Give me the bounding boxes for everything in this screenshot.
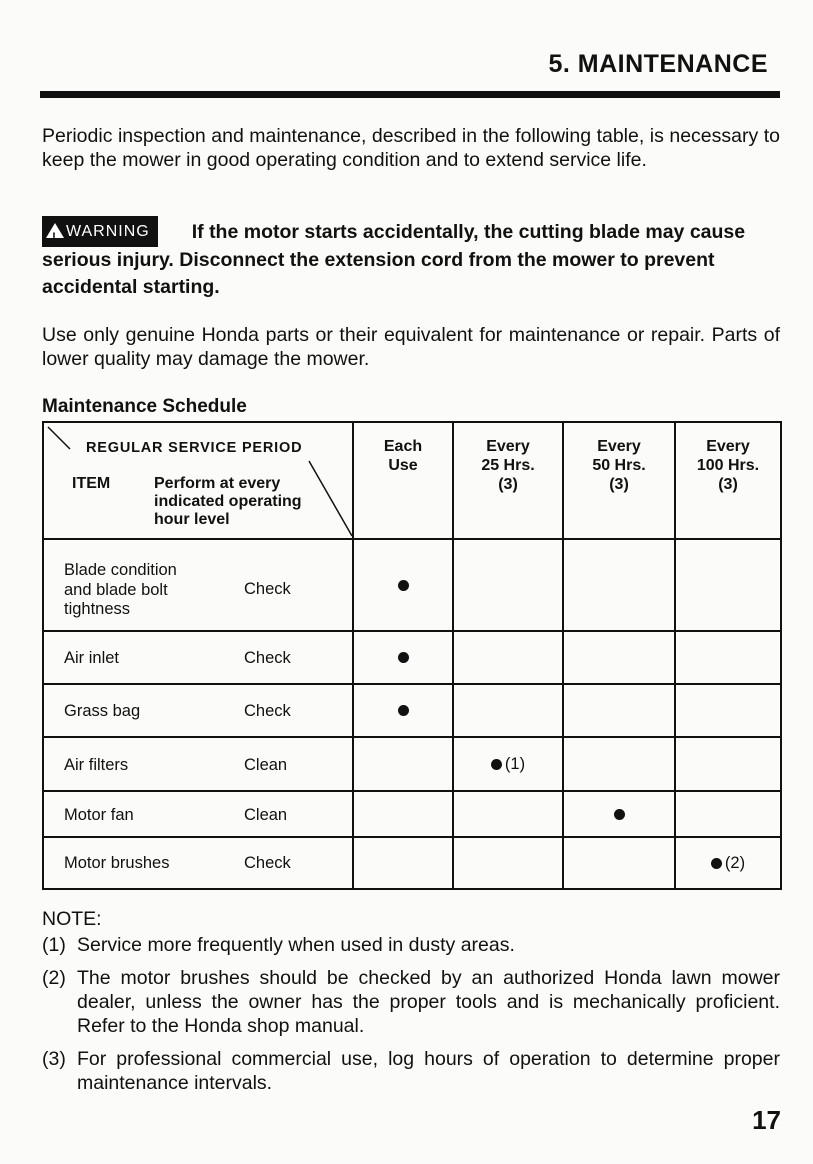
section-title: 5. MAINTENANCE: [548, 50, 768, 78]
mark-cell: [353, 539, 453, 631]
perform-label: Perform at every indicated operating hour level: [154, 475, 302, 528]
item-label: ITEM: [72, 475, 111, 492]
check-mark-dot: [711, 858, 722, 869]
item-motor-brushes: Motor brushes Check: [43, 837, 353, 889]
check-mark-dot: [614, 809, 625, 820]
check-mark-dot: [491, 759, 502, 770]
item-air-filters: Air filters Clean: [43, 737, 353, 791]
intro-paragraph: Periodic inspection and maintenance, described in the following table, is necessary to keep the mower in good operating condition and to extend service life.: [42, 125, 780, 171]
note-item: (2) The motor brushes should be checked by an authorized Honda lawn mower dealer, unless the owner has the proper tools and is mechanically proficient. Refer to the Honda shop manual.: [42, 967, 780, 1037]
warning-text: If the motor starts accidentally, the cutting blade may cause serious injury. Disconnect the extension cord from the mower to prevent accidental starting.: [42, 221, 746, 298]
notes-heading: NOTE:: [42, 908, 102, 930]
schedule-title: Maintenance Schedule: [42, 396, 247, 417]
item-grass-bag: Grass bag Check: [43, 684, 353, 737]
check-mark-dot: [398, 580, 409, 591]
header-rule: [40, 91, 780, 98]
warning-triangle-icon: [46, 223, 64, 238]
note-item: (3) For professional commercial use, log hours of operation to determine proper maintenance intervals.: [42, 1048, 780, 1094]
header-item-cell: [43, 422, 353, 539]
item-blade-condition: Blade condition and blade bolt tightness Check: [43, 539, 353, 631]
warning-block: [42, 216, 780, 301]
footnote-ref: (1): [504, 754, 526, 773]
parts-note-paragraph: Use only genuine Honda parts or their equivalent for maintenance or repair. Parts of lower quality may damage the mower.: [42, 324, 780, 370]
warning-badge-label: WARNING: [66, 223, 150, 240]
regular-service-period-label: REGULAR SERVICE PERIOD: [86, 440, 303, 456]
table-row: [43, 631, 781, 684]
header-each-use: Each Use: [353, 422, 453, 539]
check-mark-dot: [398, 705, 409, 716]
warning-badge: [42, 216, 158, 247]
header-every-50-hrs: Every 50 Hrs. (3): [563, 422, 675, 539]
header-every-100-hrs: Every 100 Hrs. (3): [675, 422, 781, 539]
item-motor-fan: Motor fan Clean: [43, 791, 353, 837]
check-mark-dot: [398, 652, 409, 663]
footnote-ref: (2): [724, 853, 746, 872]
page-number: 17: [752, 1105, 781, 1135]
maintenance-schedule-table: [42, 421, 782, 890]
notes-section: [42, 907, 780, 1095]
table-row: [43, 837, 781, 889]
table-row: [43, 791, 781, 837]
table-header-row: [43, 422, 781, 539]
table-row: [43, 737, 781, 791]
note-item: (1) Service more frequently when used in dusty areas.: [42, 934, 515, 956]
table-row: [43, 539, 781, 631]
item-air-inlet: Air inlet Check: [43, 631, 353, 684]
header-every-25-hrs: Every 25 Hrs. (3): [453, 422, 563, 539]
table-row: [43, 684, 781, 737]
